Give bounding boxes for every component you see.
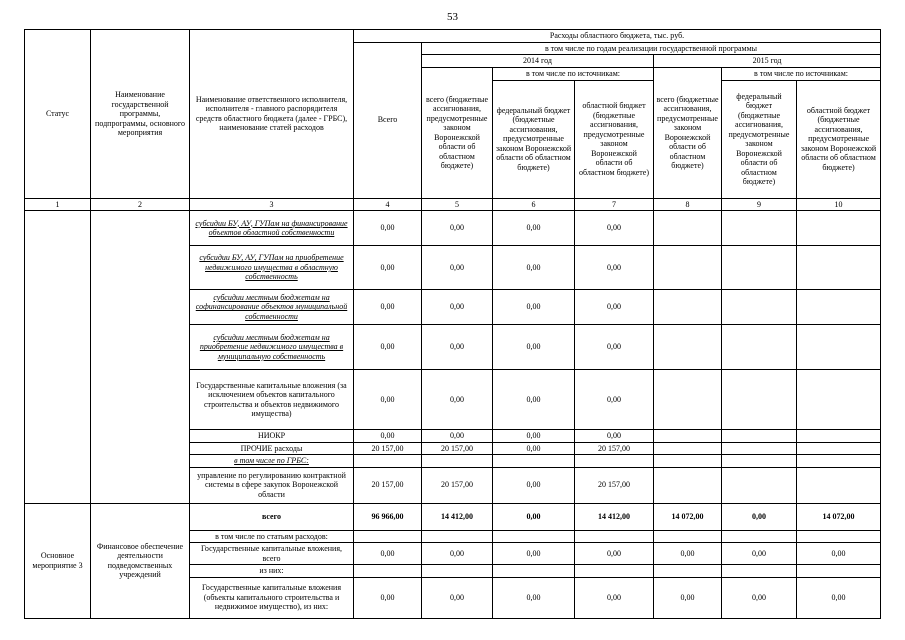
program-cell-empty <box>91 211 190 504</box>
cell-2014-federal: 0,00 <box>493 577 575 618</box>
cell-2015-regional <box>797 430 881 443</box>
cell-2014-federal: 0,00 <box>493 543 575 565</box>
row-label: всего <box>190 503 354 530</box>
col-number: 10 <box>797 198 881 211</box>
cell-2014-federal <box>493 455 575 468</box>
header-total: Всего <box>354 42 422 198</box>
cell-2014-all: 20 157,00 <box>422 467 493 503</box>
cell-2014-all <box>422 455 493 468</box>
header-by-years: в том числе по годам реализации государственной программы <box>422 42 881 55</box>
cell-2014-all: 14 412,00 <box>422 503 493 530</box>
col-number: 5 <box>422 198 493 211</box>
cell-2015-federal: 0,00 <box>722 503 797 530</box>
cell-total: 0,00 <box>354 577 422 618</box>
cell-2014-all: 0,00 <box>422 246 493 290</box>
cell-2014-regional: 0,00 <box>575 211 654 246</box>
cell-2014-federal: 0,00 <box>493 370 575 430</box>
status-cell-empty <box>25 211 91 504</box>
cell-2014-federal: 0,00 <box>493 467 575 503</box>
header-year-2014: 2014 год <box>422 55 654 68</box>
cell-2015-regional <box>797 211 881 246</box>
cell-2015-federal: 0,00 <box>722 543 797 565</box>
row-label: ПРОЧИЕ расходы <box>190 442 354 455</box>
cell-2014-regional <box>575 530 654 543</box>
row-label: субсидии БУ, АУ, ГУПам на финансирование объектов областной собственности <box>190 211 354 246</box>
cell-2014-federal: 0,00 <box>493 290 575 325</box>
cell-2014-all: 0,00 <box>422 325 493 370</box>
cell-2015-regional <box>797 530 881 543</box>
cell-2014-regional: 0,00 <box>575 543 654 565</box>
cell-2014-federal: 0,00 <box>493 430 575 443</box>
header-col8: всего (бюджетные ассигнования, предусмотренные законом Воронежской области об областном бюджете) <box>654 67 722 198</box>
cell-2014-regional: 0,00 <box>575 246 654 290</box>
cell-2014-regional <box>575 565 654 578</box>
cell-2015-federal <box>722 455 797 468</box>
cell-2015-regional <box>797 565 881 578</box>
cell-2015-all <box>654 325 722 370</box>
header-col10: областной бюджет (бюджетные ассигнования, предусмотренные законом Воронежской области об областном бюджете) <box>797 80 881 198</box>
header-col6: федеральный бюджет (бюджетные ассигнования, предусмотренные законом Воронежской области об областном бюджете) <box>493 80 575 198</box>
cell-2015-all <box>654 530 722 543</box>
cell-2014-federal: 0,00 <box>493 211 575 246</box>
cell-2015-all <box>654 246 722 290</box>
cell-2014-federal <box>493 565 575 578</box>
row-label: Государственные капитальные вложения, всего <box>190 543 354 565</box>
header-col9: федеральный бюджет (бюджетные ассигнования, предусмотренные законом Воронежской области об областном бюджете) <box>722 80 797 198</box>
cell-2014-all: 0,00 <box>422 430 493 443</box>
header-executor: Наименование ответственного исполнителя, исполнителя - главного распорядителя средств областного бюджета (далее - ГРБС), наименование статей расходов <box>190 30 354 199</box>
cell-2015-regional <box>797 442 881 455</box>
cell-2014-regional <box>575 455 654 468</box>
table-row <box>25 503 881 530</box>
cell-2015-all <box>654 370 722 430</box>
row-label: в том числе по статьям расходов: <box>190 530 354 543</box>
cell-2014-federal: 0,00 <box>493 325 575 370</box>
header-col7: областной бюджет (бюджетные ассигнования, предусмотренные законом Воронежской области об областном бюджете) <box>575 80 654 198</box>
cell-2015-all <box>654 290 722 325</box>
col-number: 9 <box>722 198 797 211</box>
col-number: 6 <box>493 198 575 211</box>
cell-2015-federal: 0,00 <box>722 577 797 618</box>
cell-2015-regional <box>797 246 881 290</box>
cell-2015-federal <box>722 290 797 325</box>
cell-2015-all: 0,00 <box>654 577 722 618</box>
cell-total <box>354 530 422 543</box>
row-label: Государственные капитальные вложения (объекты капитального строительства и недвижимое имущество), из них: <box>190 577 354 618</box>
cell-2015-all <box>654 467 722 503</box>
section-name: Финансовое обеспечение деятельности подведомственных учреждений <box>91 503 190 618</box>
cell-2014-all: 0,00 <box>422 290 493 325</box>
cell-2015-federal <box>722 430 797 443</box>
cell-2014-all: 0,00 <box>422 370 493 430</box>
header-program-name: Наименование государственной программы, подпрограммы, основного мероприятия <box>91 30 190 199</box>
cell-2015-federal <box>722 530 797 543</box>
column-numbers-row <box>25 198 881 211</box>
cell-2014-all: 0,00 <box>422 211 493 246</box>
col-number: 4 <box>354 198 422 211</box>
cell-2014-all: 0,00 <box>422 577 493 618</box>
col-number: 8 <box>654 198 722 211</box>
page-number: 53 <box>447 11 458 23</box>
cell-2014-regional: 0,00 <box>575 290 654 325</box>
cell-2014-regional: 20 157,00 <box>575 442 654 455</box>
section-status: Основное мероприятие 3 <box>25 503 91 618</box>
cell-total: 20 157,00 <box>354 442 422 455</box>
cell-2015-all <box>654 211 722 246</box>
cell-2015-regional <box>797 370 881 430</box>
col-number: 3 <box>190 198 354 211</box>
cell-total <box>354 455 422 468</box>
cell-2015-regional: 0,00 <box>797 543 881 565</box>
cell-2014-all: 20 157,00 <box>422 442 493 455</box>
header-year-2015: 2015 год <box>654 55 881 68</box>
cell-2014-all <box>422 565 493 578</box>
cell-2014-federal: 0,00 <box>493 246 575 290</box>
cell-total: 0,00 <box>354 325 422 370</box>
cell-2015-federal <box>722 325 797 370</box>
cell-total: 0,00 <box>354 246 422 290</box>
cell-2014-all <box>422 530 493 543</box>
row-label: субсидии БУ, АУ, ГУПам на приобретение недвижимого имущества в областную собственность <box>190 246 354 290</box>
cell-2014-regional: 14 412,00 <box>575 503 654 530</box>
header-expenses-title: Расходы областного бюджета, тыс. руб. <box>354 30 881 43</box>
table-row <box>25 211 881 246</box>
cell-2015-regional <box>797 325 881 370</box>
cell-2015-federal <box>722 442 797 455</box>
cell-total: 0,00 <box>354 430 422 443</box>
row-label: Государственные капитальные вложения (за исключением объектов капитального строительства и объектов недвижимого имущества) <box>190 370 354 430</box>
cell-2014-regional: 0,00 <box>575 325 654 370</box>
cell-total: 0,00 <box>354 211 422 246</box>
col-number: 2 <box>91 198 190 211</box>
col-number: 7 <box>575 198 654 211</box>
cell-2015-regional <box>797 455 881 468</box>
row-label: субсидии местным бюджетам на софинансирование объектов муниципальной собственности <box>190 290 354 325</box>
cell-2015-federal <box>722 467 797 503</box>
cell-2015-regional <box>797 467 881 503</box>
cell-2015-all <box>654 430 722 443</box>
cell-total: 0,00 <box>354 543 422 565</box>
cell-2014-federal: 0,00 <box>493 503 575 530</box>
header-col5: всего (бюджетные ассигнования, предусмотренные законом Воронежской области об областном бюджете) <box>422 67 493 198</box>
row-label: НИОКР <box>190 430 354 443</box>
cell-total: 20 157,00 <box>354 467 422 503</box>
row-label: субсидии местным бюджетам на приобретение недвижимого имущества в муниципальную собственность <box>190 325 354 370</box>
cell-2014-regional: 0,00 <box>575 430 654 443</box>
cell-2014-federal: 0,00 <box>493 442 575 455</box>
header-by-sources-2014: в том числе по источникам: <box>493 67 654 80</box>
cell-total <box>354 565 422 578</box>
header-status: Статус <box>25 30 91 199</box>
cell-2015-regional: 14 072,00 <box>797 503 881 530</box>
cell-2015-all: 0,00 <box>654 543 722 565</box>
cell-total: 0,00 <box>354 290 422 325</box>
cell-2015-regional: 0,00 <box>797 577 881 618</box>
header-by-sources-2015: в том числе по источникам: <box>722 67 881 80</box>
cell-2015-federal <box>722 211 797 246</box>
cell-2015-all <box>654 442 722 455</box>
cell-2014-all: 0,00 <box>422 543 493 565</box>
cell-2015-all: 14 072,00 <box>654 503 722 530</box>
cell-2015-federal <box>722 370 797 430</box>
col-number: 1 <box>25 198 91 211</box>
budget-table <box>24 29 881 619</box>
row-label: из них: <box>190 565 354 578</box>
cell-2015-all <box>654 455 722 468</box>
cell-2014-regional: 0,00 <box>575 370 654 430</box>
row-label: в том числе по ГРБС: <box>190 455 354 468</box>
row-label: управление по регулированию контрактной системы в сфере закупок Воронежской области <box>190 467 354 503</box>
cell-2015-regional <box>797 290 881 325</box>
cell-2014-federal <box>493 530 575 543</box>
cell-2015-federal <box>722 565 797 578</box>
cell-2014-regional: 20 157,00 <box>575 467 654 503</box>
cell-2014-regional: 0,00 <box>575 577 654 618</box>
cell-total: 0,00 <box>354 370 422 430</box>
cell-2015-all <box>654 565 722 578</box>
cell-total: 96 966,00 <box>354 503 422 530</box>
cell-2015-federal <box>722 246 797 290</box>
